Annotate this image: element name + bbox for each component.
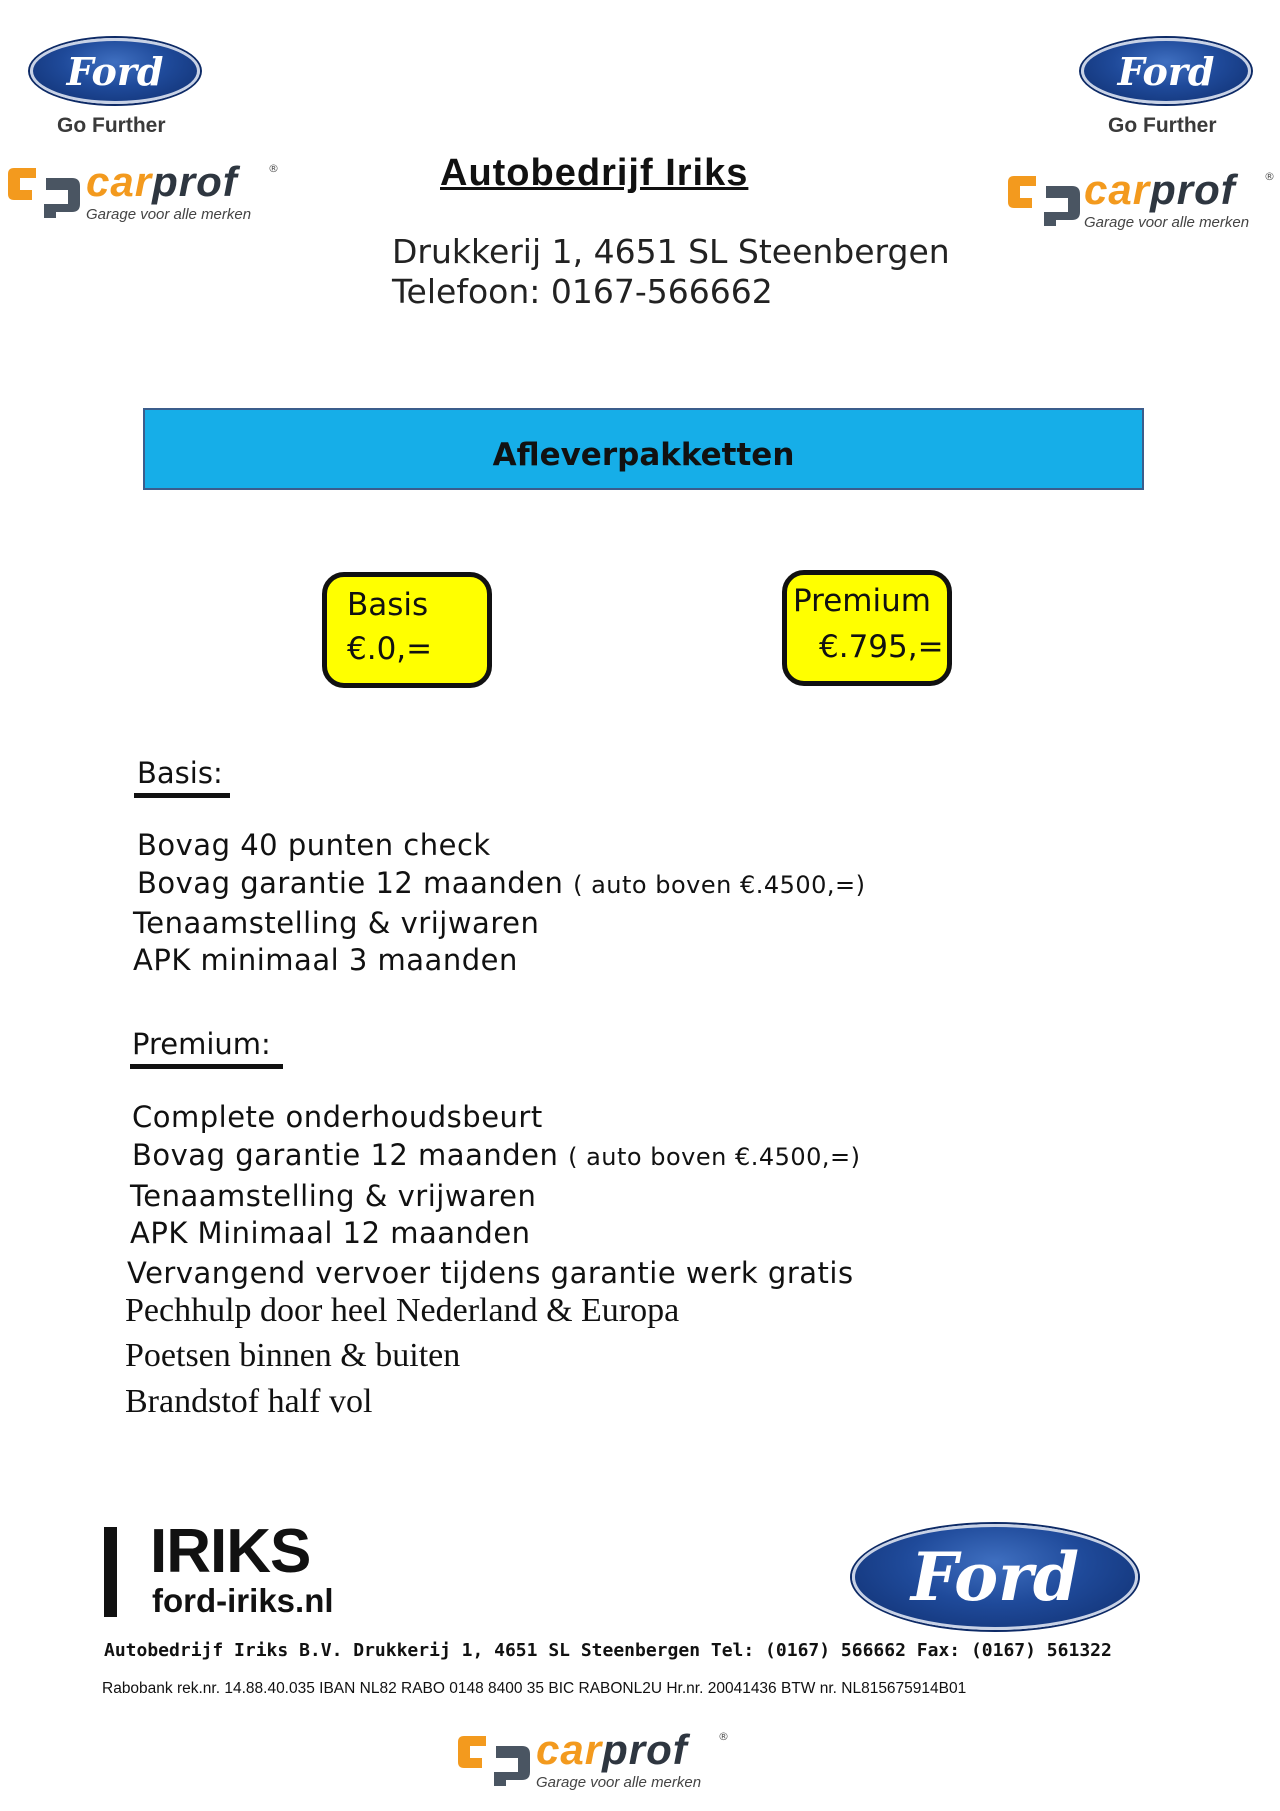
premium-item: Complete onderhoudsbeurt [132,1100,543,1134]
basis-item: Bovag 40 punten check [137,828,491,862]
carprof-wordmark: carprof [86,158,238,205]
package-name: Basis [347,587,429,623]
carprof-tagline: Garage voor alle merken [86,206,252,223]
premium-item: APK Minimaal 12 maanden [130,1216,531,1250]
footer-company-line: Autobedrijf Iriks B.V. Drukkerij 1, 4651 SL Steenbergen Tel: (0167) 566662 Fax: (0167) 561322 [104,1640,1112,1661]
carprof-icon [6,164,82,218]
package-name: Premium [793,583,931,619]
carprof-tagline: Garage voor alle merken [1084,214,1250,231]
iriks-logo-name: IRIKS [150,1517,311,1586]
carprof-icon [456,1732,532,1786]
iriks-website: ford-iriks.nl [152,1582,334,1619]
basis-heading: Basis: [137,756,223,790]
basis-item: Bovag garantie 12 maanden ( auto boven €.4500,=) [137,866,866,900]
package-price: €.0,= [347,631,433,667]
ford-slogan-right: Go Further [1108,114,1217,137]
premium-heading-underline [130,1064,283,1069]
carprof-logo-top-right [1006,166,1280,236]
package-price: €.795,= [819,629,944,665]
basis-item: Tenaamstelling & vrijwaren [133,906,540,940]
basis-heading-underline [134,793,230,798]
ford-logo-footer [852,1524,1138,1630]
ford-slogan-left: Go Further [57,114,166,137]
carprof-wordmark: carprof [536,1726,688,1773]
registered-mark: ® [268,162,279,175]
carprof-logo-top-left [6,158,286,228]
registered-mark: ® [718,1730,729,1743]
premium-item: Brandstof half vol [125,1383,373,1420]
carprof-icon [1006,172,1082,226]
premium-item: Vervangend vervoer tijdens garantie werk gratis [127,1256,854,1290]
carprof-wordmark: carprof [1084,166,1236,213]
banner-title: Afleverpakketten [492,437,795,473]
basis-item: APK minimaal 3 maanden [133,943,518,977]
company-address: Drukkerij 1, 4651 SL Steenbergen [392,232,950,271]
premium-heading: Premium: [132,1027,271,1061]
premium-item: Poetsen binnen & buiten [125,1337,461,1374]
price-box-basis [322,572,492,688]
ford-logo-text: Ford [66,48,164,94]
company-phone: Telefoon: 0167-566662 [392,272,773,311]
ford-logo-text: Ford [1117,48,1215,94]
premium-item: Bovag garantie 12 maanden ( auto boven €.4500,=) [132,1138,861,1172]
iriks-logo-bar [104,1527,117,1617]
ford-logo-top-right [1081,38,1251,104]
ford-logo-top-left [30,38,200,104]
carprof-logo-bottom [456,1726,736,1796]
ford-logo-text: Ford [910,1538,1080,1616]
carprof-tagline: Garage voor alle merken [536,1774,702,1791]
registered-mark: ® [1264,170,1275,183]
footer-bank-line: Rabobank rek.nr. 14.88.40.035 IBAN NL82 RABO 0148 8400 35 BIC RABONL2U Hr.nr. 20041436 BTW nr. NL815675914B01 [102,1680,967,1697]
company-title: Autobedrijf Iriks [440,152,749,194]
premium-item: Tenaamstelling & vrijwaren [130,1179,537,1213]
premium-item: Pechhulp door heel Nederland & Europa [125,1292,680,1329]
price-box-premium [782,570,952,686]
packages-banner [143,408,1144,490]
